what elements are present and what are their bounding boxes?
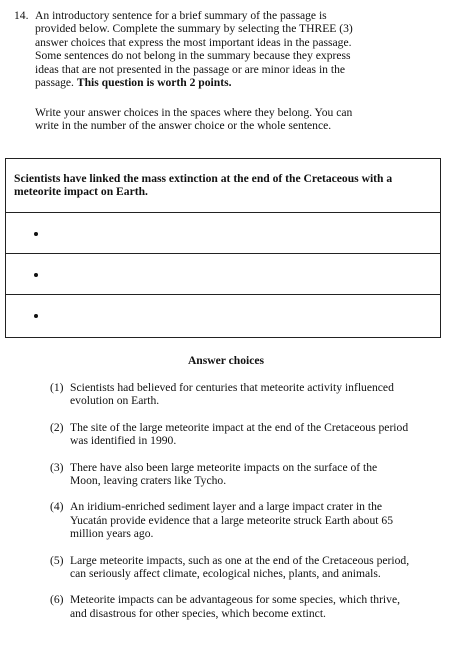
bullet-icon xyxy=(34,232,38,236)
question-main-text: An introductory sentence for a brief summary of the passage is provided below. Complete the summary by selecting the THREE (3) answer choices that express the most important ideas in the passage. Some sentences do not belong in the summary because they express ideas that are not presented in the passage or are minor ideas in the passage. xyxy=(35,9,353,90)
question-points-note: This question is worth 2 points. xyxy=(76,76,232,90)
answer-choice-number: (2) xyxy=(50,420,64,434)
answer-choices-title: Answer choices xyxy=(187,354,265,367)
answer-choice xyxy=(50,554,410,581)
summary-introductory-sentence: Scientists have linked the mass extinction at the end of the Cretaceous with a meteorite impact on Earth. xyxy=(6,159,440,213)
answer-choice-text: Large meteorite impacts, such as one at the end of the Cretaceous period, can seriously affect climate, ecological niches, plants, and animals. xyxy=(70,553,410,581)
answer-choice-text: An iridium-enriched sediment layer and a large impact crater in the Yucatán provide evidence that a large meteorite struck Earth about 65 million years ago. xyxy=(70,500,393,541)
summary-answer-slot-3[interactable] xyxy=(6,295,440,337)
answer-choice-number: (4) xyxy=(50,500,64,514)
question-block xyxy=(14,9,444,89)
bullet-icon xyxy=(34,314,38,318)
answer-choice xyxy=(50,500,410,540)
answer-choices-list xyxy=(50,381,410,633)
answer-choice xyxy=(50,381,410,408)
answer-choice-text: Meteorite impacts can be advantageous for some species, which thrive, and disastrous for other species, which become extinct. xyxy=(70,593,400,620)
instruction-text: Write your answer choices in the spaces where they belong. You can write in the number of the answer choice or the whole sentence. xyxy=(35,106,353,133)
answer-choice-text: There have also been large meteorite impacts on the surface of the Moon, leaving craters like Tycho. xyxy=(70,460,378,488)
answer-choice xyxy=(50,421,410,448)
summary-answer-slot-2[interactable] xyxy=(6,254,440,295)
answer-choice-number: (6) xyxy=(50,593,64,607)
summary-table xyxy=(5,158,441,338)
question-number: 14. xyxy=(14,9,29,22)
summary-answer-slot-1[interactable] xyxy=(6,213,440,254)
answer-choice-number: (3) xyxy=(50,460,64,474)
answer-choice-text: Scientists had believed for centuries that meteorite activity influenced evolution on Earth. xyxy=(70,381,394,408)
answer-choice-number: (1) xyxy=(50,381,64,394)
question-text xyxy=(35,9,355,89)
answer-choice xyxy=(50,593,410,620)
answer-choice-number: (5) xyxy=(50,553,64,567)
answer-choice xyxy=(50,461,410,488)
bullet-icon xyxy=(34,273,38,277)
answer-choice-text: The site of the large meteorite impact at the end of the Cretaceous period was identified in 1990. xyxy=(70,420,409,448)
